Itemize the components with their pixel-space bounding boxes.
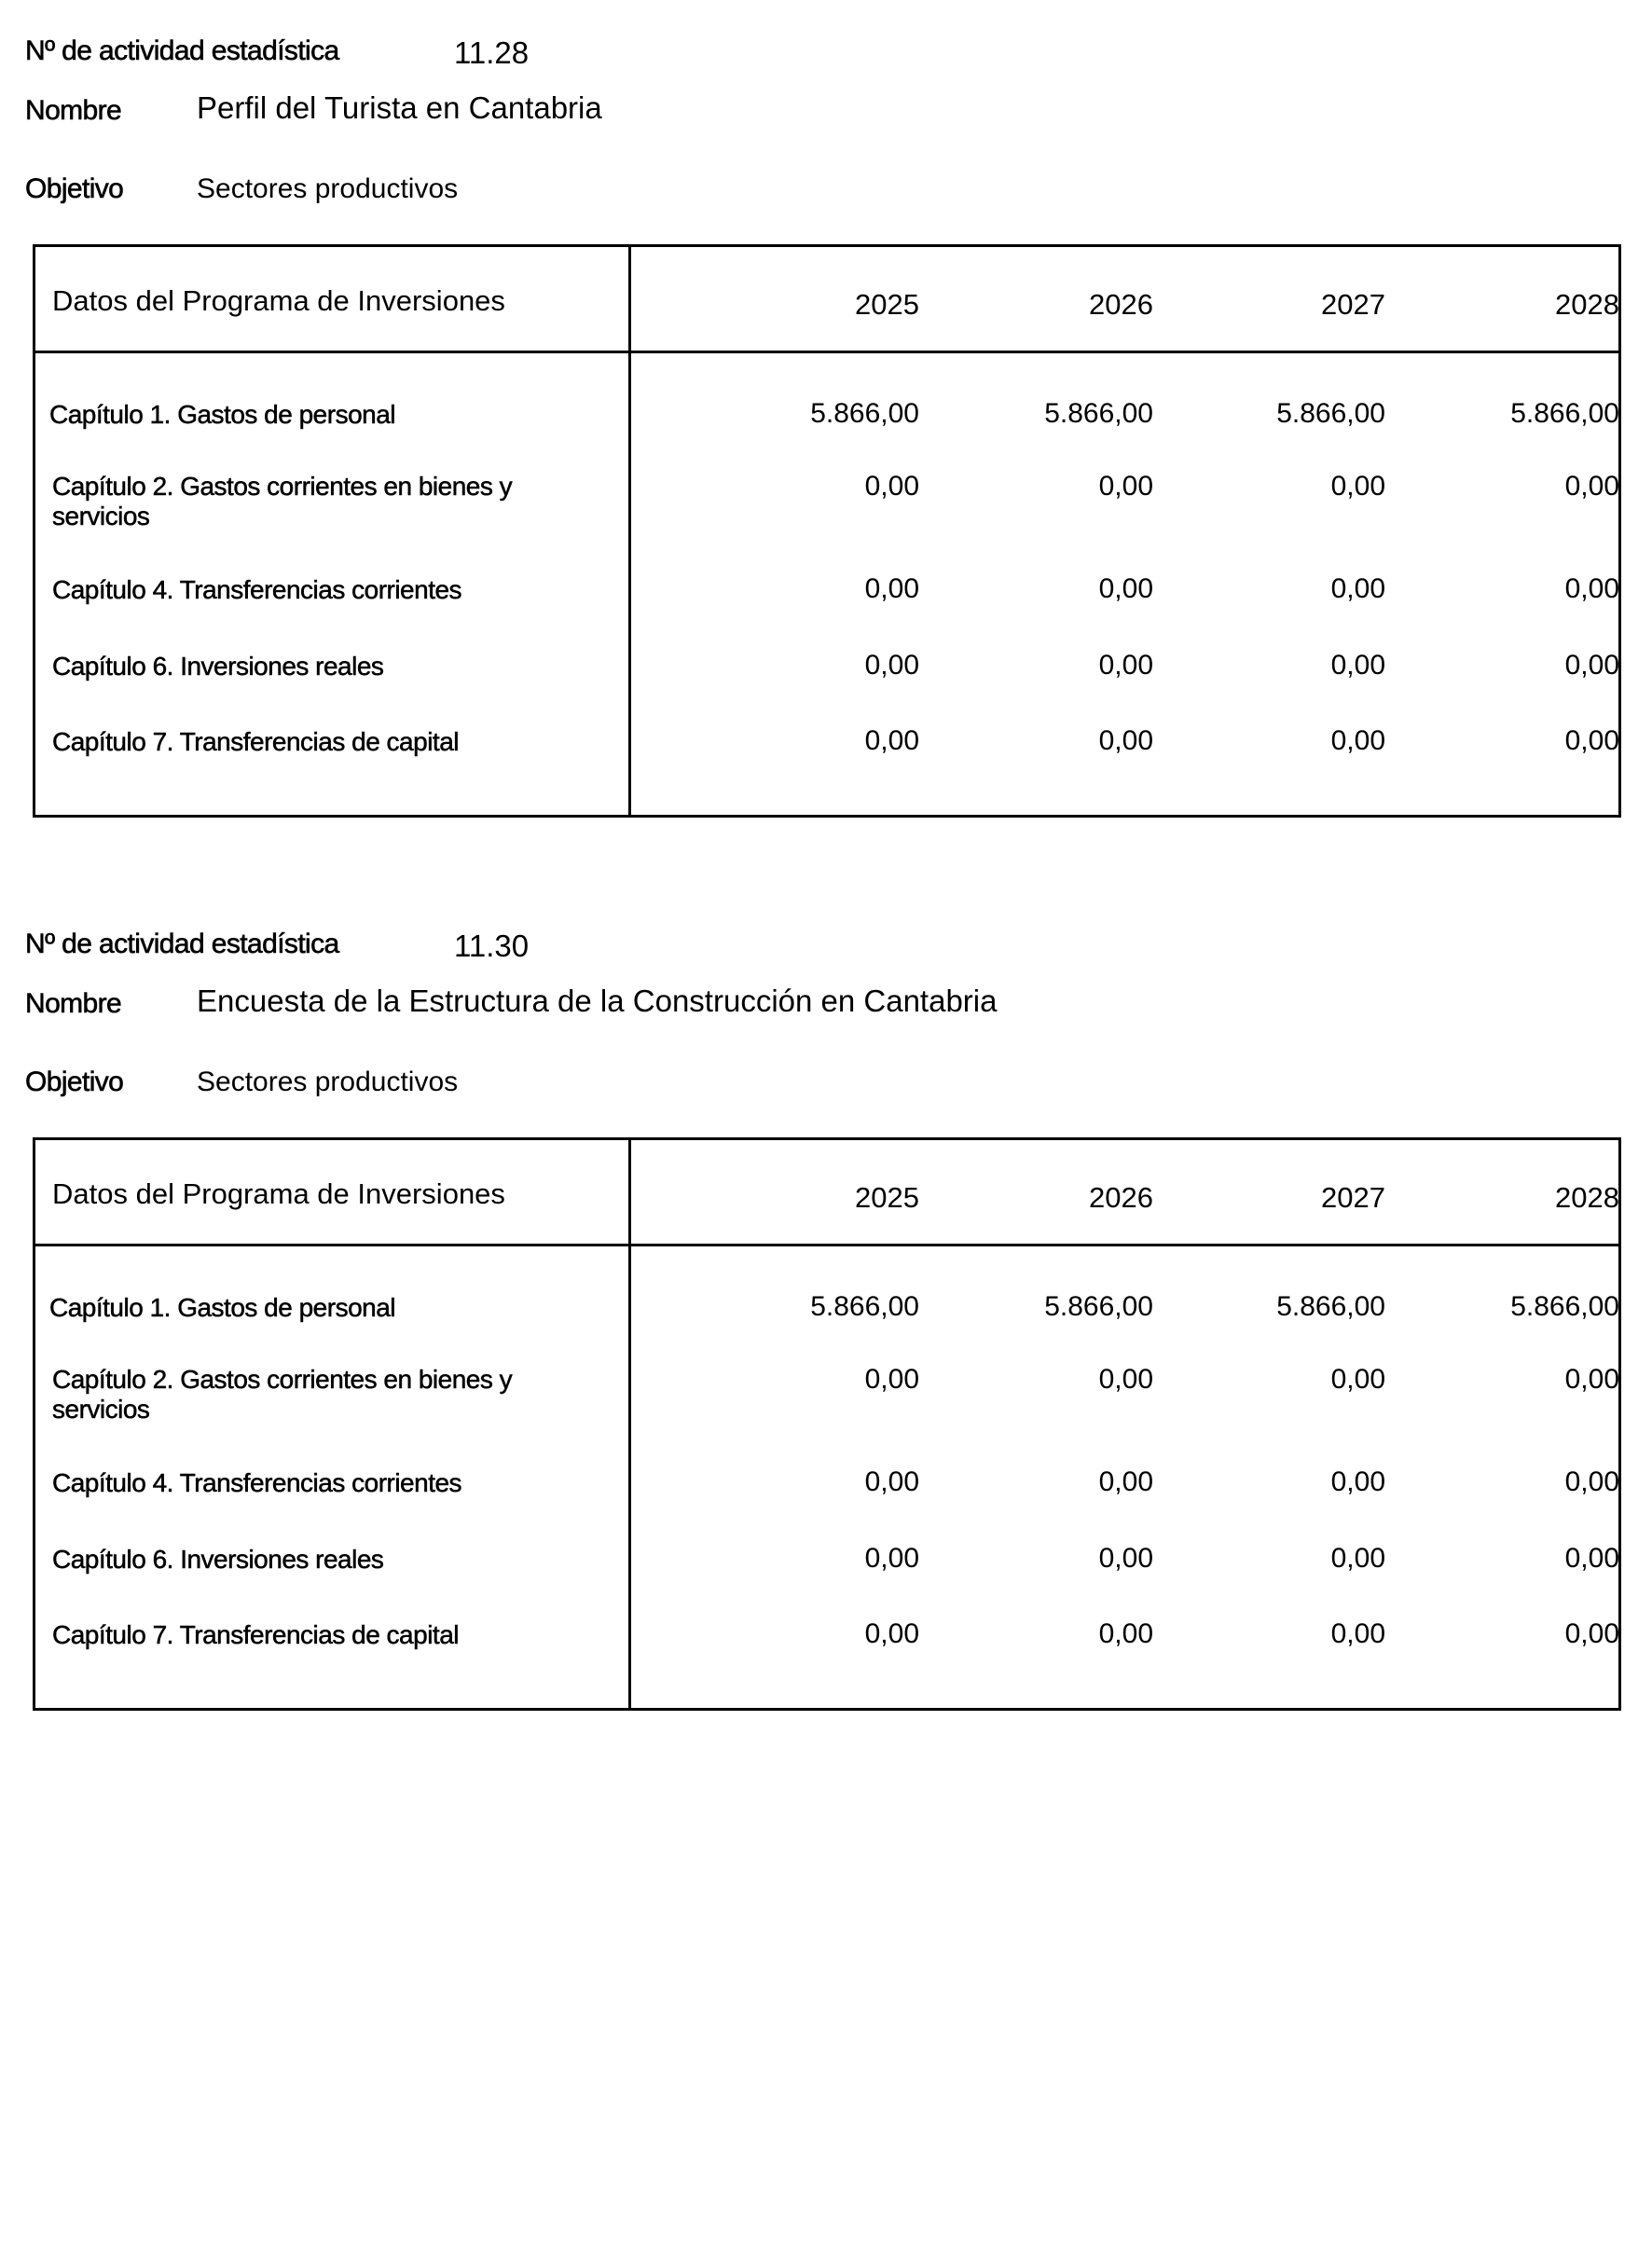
cell-value: 0,00 <box>864 471 919 502</box>
row-label: Capítulo 2. Gastos corrientes en bienes y servicios <box>52 1365 513 1424</box>
objective-value: Sectores productivos <box>197 173 459 204</box>
year-header: 2026 <box>1089 288 1153 321</box>
year-header: 2027 <box>1321 288 1385 321</box>
investment-table <box>33 1137 1621 1711</box>
cell-value: 5.866,00 <box>1510 398 1619 429</box>
cell-value: 0,00 <box>1564 471 1619 502</box>
cell-value: 0,00 <box>864 725 919 756</box>
row-label: Capítulo 7. Transferencias de capital <box>52 727 459 756</box>
cell-value: 5.866,00 <box>1044 1291 1153 1322</box>
activity-name: Perfil del Turista en Cantabria <box>197 90 602 125</box>
row-label: Capítulo 7. Transferencias de capital <box>52 1620 459 1649</box>
year-header: 2026 <box>1089 1181 1153 1214</box>
cell-value: 0,00 <box>1564 1618 1619 1649</box>
cell-value: 0,00 <box>1564 573 1619 604</box>
activity-section <box>0 0 1652 839</box>
cell-value: 0,00 <box>1330 1543 1385 1574</box>
cell-value: 0,00 <box>1564 1466 1619 1497</box>
cell-value: 0,00 <box>864 1466 919 1497</box>
activity-section <box>0 893 1652 1732</box>
column-divider <box>628 247 631 815</box>
cell-value: 0,00 <box>864 650 919 681</box>
row-label: Capítulo 4. Transferencias corrientes <box>52 1468 462 1497</box>
cell-value: 0,00 <box>864 573 919 604</box>
objective-value: Sectores productivos <box>197 1067 459 1097</box>
year-header: 2028 <box>1555 288 1619 321</box>
cell-value: 0,00 <box>1330 1618 1385 1649</box>
cell-value: 5.866,00 <box>1044 398 1153 429</box>
cell-value: 0,00 <box>1564 725 1619 756</box>
cell-value: 0,00 <box>1564 1543 1619 1574</box>
cell-value: 0,00 <box>1330 650 1385 681</box>
cell-value: 5.866,00 <box>1510 1291 1619 1322</box>
cell-value: 0,00 <box>1098 471 1153 502</box>
column-divider <box>628 1140 631 1708</box>
header-divider <box>35 351 1618 353</box>
row-label: Capítulo 1. Gastos de personal <box>49 400 396 429</box>
row-label: Capítulo 2. Gastos corrientes en bienes y servicios <box>52 472 513 530</box>
cell-value: 0,00 <box>864 1543 919 1574</box>
cell-value: 0,00 <box>1098 650 1153 681</box>
cell-value: 0,00 <box>1564 1364 1619 1395</box>
cell-value: 0,00 <box>1330 1466 1385 1497</box>
cell-value: 0,00 <box>864 1618 919 1649</box>
activity-name: Encuesta de la Estructura de la Construcción en Cantabria <box>197 984 998 1018</box>
table-header-title: Datos del Programa de Inversiones <box>52 1177 505 1210</box>
year-header: 2025 <box>855 1181 919 1214</box>
activity-number-label: Nº de actividad estadística <box>25 929 339 959</box>
activity-number: 11.30 <box>454 929 530 963</box>
cell-value: 0,00 <box>1098 1466 1153 1497</box>
activity-number-label: Nº de actividad estadística <box>25 35 339 66</box>
name-label: Nombre <box>25 988 122 1019</box>
cell-value: 0,00 <box>1098 1364 1153 1395</box>
cell-value: 5.866,00 <box>1276 398 1385 429</box>
cell-value: 0,00 <box>1098 573 1153 604</box>
cell-value: 5.866,00 <box>810 398 919 429</box>
objective-label: Objetivo <box>25 1067 124 1097</box>
row-label: Capítulo 6. Inversiones reales <box>52 652 384 681</box>
year-header: 2027 <box>1321 1181 1385 1214</box>
investment-table <box>33 244 1621 818</box>
cell-value: 0,00 <box>1564 650 1619 681</box>
row-label: Capítulo 6. Inversiones reales <box>52 1545 384 1574</box>
year-header: 2025 <box>855 288 919 321</box>
cell-value: 0,00 <box>864 1364 919 1395</box>
cell-value: 0,00 <box>1330 1364 1385 1395</box>
name-label: Nombre <box>25 95 122 126</box>
row-label: Capítulo 4. Transferencias corrientes <box>52 575 462 604</box>
cell-value: 0,00 <box>1330 725 1385 756</box>
cell-value: 5.866,00 <box>1276 1291 1385 1322</box>
cell-value: 5.866,00 <box>810 1291 919 1322</box>
cell-value: 0,00 <box>1098 1543 1153 1574</box>
table-header-title: Datos del Programa de Inversiones <box>52 284 505 317</box>
cell-value: 0,00 <box>1330 573 1385 604</box>
row-label: Capítulo 1. Gastos de personal <box>49 1293 396 1322</box>
objective-label: Objetivo <box>25 173 124 204</box>
cell-value: 0,00 <box>1098 725 1153 756</box>
cell-value: 0,00 <box>1098 1618 1153 1649</box>
header-divider <box>35 1244 1618 1246</box>
year-header: 2028 <box>1555 1181 1619 1214</box>
cell-value: 0,00 <box>1330 471 1385 502</box>
activity-number: 11.28 <box>454 35 530 70</box>
